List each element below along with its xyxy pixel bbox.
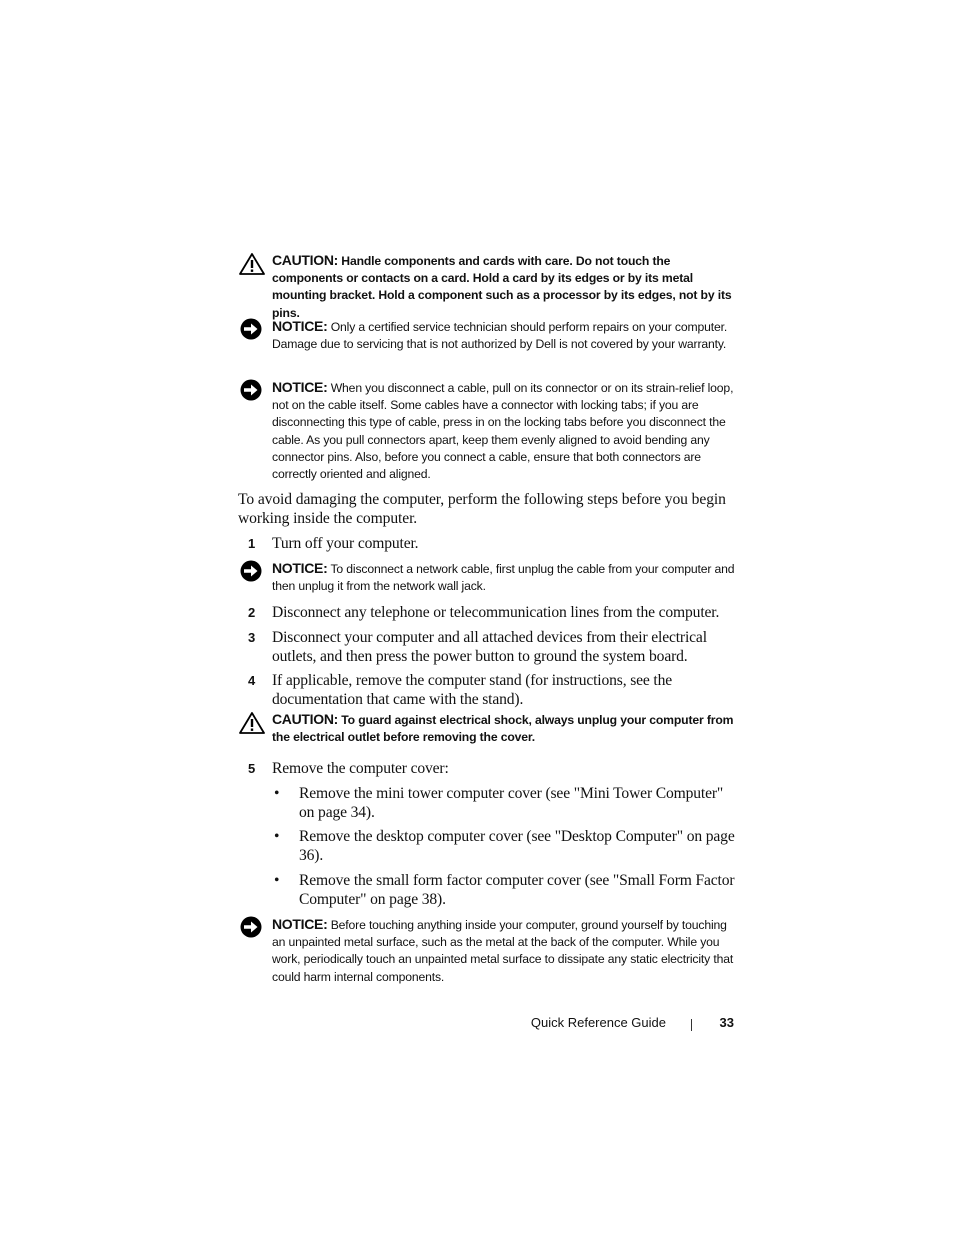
caution-keyword: CAUTION:	[272, 252, 339, 268]
notice-keyword: NOTICE:	[272, 560, 328, 576]
caution-text	[272, 252, 738, 322]
step-text: Remove the computer cover:	[272, 760, 449, 777]
bullet-text: Remove the mini tower computer cover (see "Mini Tower Computer" on page 34).	[299, 785, 724, 821]
notice-keyword: NOTICE:	[272, 379, 328, 395]
footer-divider	[691, 1019, 692, 1031]
step-4	[238, 671, 738, 709]
notice-disconnect-cable	[238, 379, 738, 483]
notice-text	[272, 916, 738, 986]
step-text: Disconnect any telephone or telecommunication lines from the computer.	[272, 604, 720, 621]
caution-body: Handle components and cards with care. Do not touch the components or contacts on a card. Hold a card by its edges or by its metal mounting bracket. Hold a component such as a processor by its edges, not by its pins.	[272, 254, 732, 320]
step-3	[238, 628, 738, 666]
intro-paragraph: To avoid damaging the computer, perform the following steps before you begin working inside the computer.	[238, 491, 726, 527]
caution-triangle-icon	[238, 711, 266, 735]
guide-title: Quick Reference Guide	[530, 1015, 666, 1030]
notice-keyword: NOTICE:	[272, 916, 328, 932]
step-number: 4	[248, 673, 256, 688]
notice-arrow-icon	[238, 318, 264, 340]
notice-network-cable	[238, 560, 738, 595]
bullet-desktop	[272, 827, 738, 865]
bullet-marker: •	[274, 828, 280, 845]
caution-keyword: CAUTION:	[272, 711, 339, 727]
notice-body: Only a certified service technician should perform repairs on your computer. Damage due to servicing that is not authorized by Dell is not covered by your warranty.	[272, 320, 728, 352]
caution-triangle-icon	[238, 252, 266, 276]
step-2	[238, 603, 738, 622]
notice-certified-technician	[238, 318, 738, 353]
step-number: 5	[248, 761, 256, 776]
notice-arrow-icon	[238, 379, 264, 401]
notice-body: To disconnect a network cable, first unplug the cable from your computer and then unplug it from the network wall jack.	[272, 562, 735, 594]
bullet-text: Remove the desktop computer cover (see "Desktop Computer" on page 36).	[299, 828, 735, 864]
step-1	[238, 534, 738, 553]
step-text: Turn off your computer.	[272, 535, 419, 552]
step-number: 3	[248, 630, 256, 645]
step-text: Disconnect your computer and all attached devices from their electrical outlets, and then press the power button to ground the system board.	[272, 629, 707, 665]
caution-handle-components	[238, 252, 738, 322]
bullet-text: Remove the small form factor computer cover (see "Small Form Factor Computer" on page 38).	[299, 872, 735, 908]
bullet-marker: •	[274, 785, 280, 802]
notice-text	[272, 379, 738, 483]
notice-arrow-icon	[238, 916, 264, 938]
notice-body: Before touching anything inside your computer, ground yourself by touching an unpainted metal surface, such as the metal at the back of the computer. While you work, periodically touch an unpainted metal surface to dissipate any static electricity that could harm internal components.	[272, 918, 734, 984]
notice-text	[272, 560, 738, 595]
page-footer	[500, 1015, 736, 1035]
notice-keyword: NOTICE:	[272, 318, 328, 334]
step-text: If applicable, remove the computer stand (for instructions, see the documentation that came with the stand).	[272, 672, 673, 708]
notice-text	[272, 318, 738, 353]
page-number: 33	[719, 1015, 734, 1030]
notice-ground-yourself	[238, 916, 738, 986]
bullet-marker: •	[274, 872, 280, 889]
step-number: 1	[248, 536, 256, 551]
bullet-small-form-factor	[272, 871, 738, 909]
notice-arrow-icon	[238, 560, 264, 582]
bullet-mini-tower	[272, 784, 738, 822]
caution-body: To guard against electrical shock, always unplug your computer from the electrical outlet before removing the cover.	[272, 713, 734, 745]
caution-electrical-shock	[238, 711, 738, 746]
caution-text	[272, 711, 738, 746]
step-5	[238, 759, 738, 778]
notice-body: When you disconnect a cable, pull on its connector or on its strain-relief loop, not on the cable itself. Some cables have a connector with locking tabs; if you are disconnecting this type of cable, press in on the locking tabs before you disconnect the cable. As you pull connectors apart, keep them evenly aligned to avoid bending any connector pins. Also, before you connect a cable, ensure that both connectors are correctly oriented and aligned.	[272, 381, 734, 482]
step-number: 2	[248, 605, 256, 620]
